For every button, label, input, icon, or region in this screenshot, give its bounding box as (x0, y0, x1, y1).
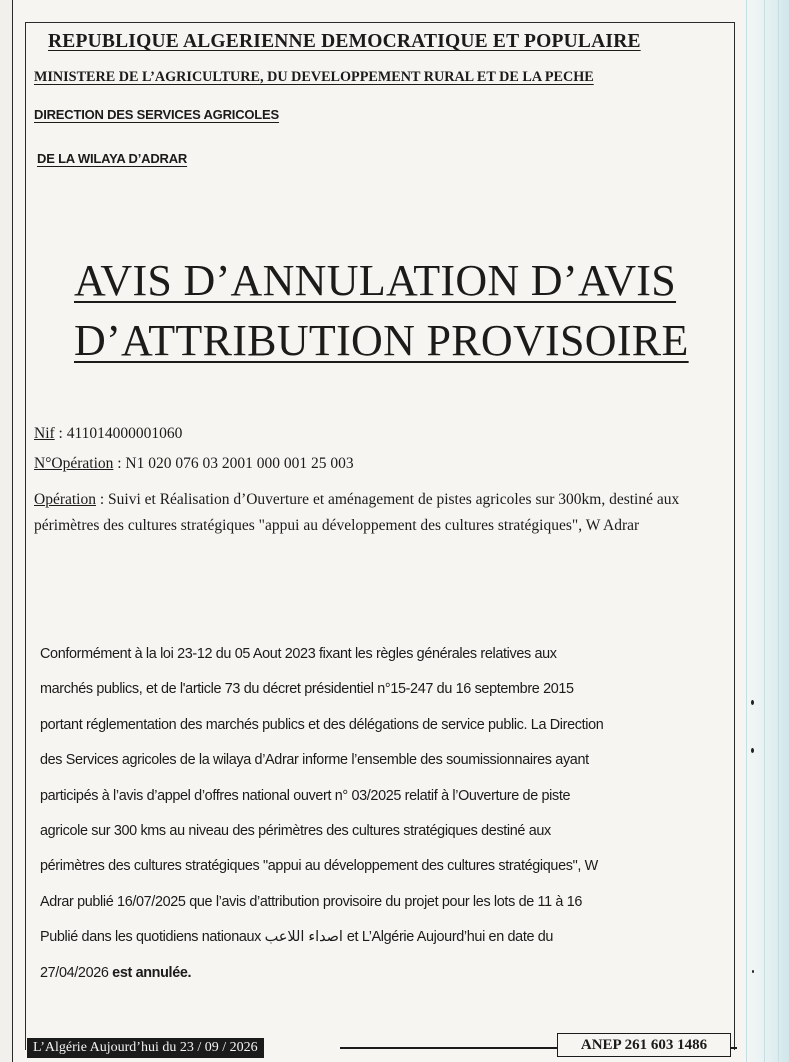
header-direction: DIRECTION DES SERVICES AGRICOLES (34, 107, 279, 122)
notice-title (74, 251, 714, 371)
header-wilaya: DE LA WILAYA D’ADRAR (37, 151, 188, 166)
notice-frame (25, 22, 735, 1050)
body-line: périmètres des cultures stratégiques "appui au développement des cultures stratégiques", W (40, 858, 598, 875)
operation-value: : Suivi et Réalisation d’Ouverture et aménagement de pistes agricoles sur 300km, destiné aux périmètres des cultures stratégiques "appui au développement des cultures stratégiques", W Adrar (34, 491, 680, 534)
operation-label: Opération (34, 491, 96, 508)
left-margin-strip (0, 0, 13, 1062)
footer-rule (340, 1047, 557, 1049)
edge-line (746, 0, 747, 1062)
operation-number-value: : N1 020 076 03 2001 000 001 25 003 (113, 455, 354, 472)
nif-value: : 411014000001060 (54, 425, 183, 442)
operation-row (34, 487, 724, 539)
operation-number-row (34, 455, 354, 473)
edge-line (778, 0, 779, 1062)
body-line: portant réglementation des marchés publics et des délégations de service public. La Direction (40, 716, 604, 733)
nif-label: Nif (34, 425, 55, 442)
body-line: marchés publics, et de l'article 73 du décret présidentiel n°15-247 du 16 septembre 2015 (40, 681, 574, 698)
title-line-2: D’ATTRIBUTION PROVISOIRE (74, 316, 689, 365)
title-line-1: AVIS D’ANNULATION D’AVIS (74, 256, 677, 305)
anep-reference-box: ANEP 261 603 1486 (557, 1033, 731, 1057)
body-line: participés à l’avis d’appel d’offres national ouvert n° 03/2025 relatif à l’Ouverture de piste (40, 787, 571, 804)
body-line: Conformément à la loi 23-12 du 05 Aout 2023 fixant les règles générales relatives aux (40, 646, 557, 662)
body-line: Adrar publié 16/07/2025 que l’avis d’attribution provisoire du projet pour les lots de 11 à 16 (40, 893, 583, 910)
body-last-date: 27/04/2026 (40, 964, 109, 981)
operation-number-label: N°Opération (34, 455, 114, 472)
publication-badge: L’Algérie Aujourd’hui du 23 / 09 / 2026 (27, 1038, 264, 1058)
nif-row (34, 425, 182, 443)
body-line: agricole sur 300 kms au niveau des périmètres des cultures stratégiques destiné aux (40, 823, 551, 840)
header-republic: REPUBLIQUE ALGERIENNE DEMOCRATIQUE ET POPULAIRE (48, 31, 641, 52)
ink-speck (751, 700, 754, 705)
body-last-bold: est annulée. (108, 964, 192, 981)
header-ministry: MINISTERE DE L’AGRICULTURE, DU DEVELOPPEMENT RURAL ET DE LA PECHE (34, 69, 594, 85)
body-line: des Services agricoles de la wilaya d’Adrar informe l’ensemble des soumissionnaires ayant (40, 752, 589, 769)
ink-speck (752, 970, 754, 973)
ink-speck (751, 748, 754, 753)
notice-body (40, 637, 730, 991)
column-separator (12, 0, 13, 1062)
body-line: Publié dans les quotidiens nationaux اصداء اللاعب et L’Algérie Aujourd’hui en date du (40, 929, 554, 946)
right-paper-edge (742, 0, 789, 1062)
edge-line (764, 0, 765, 1062)
